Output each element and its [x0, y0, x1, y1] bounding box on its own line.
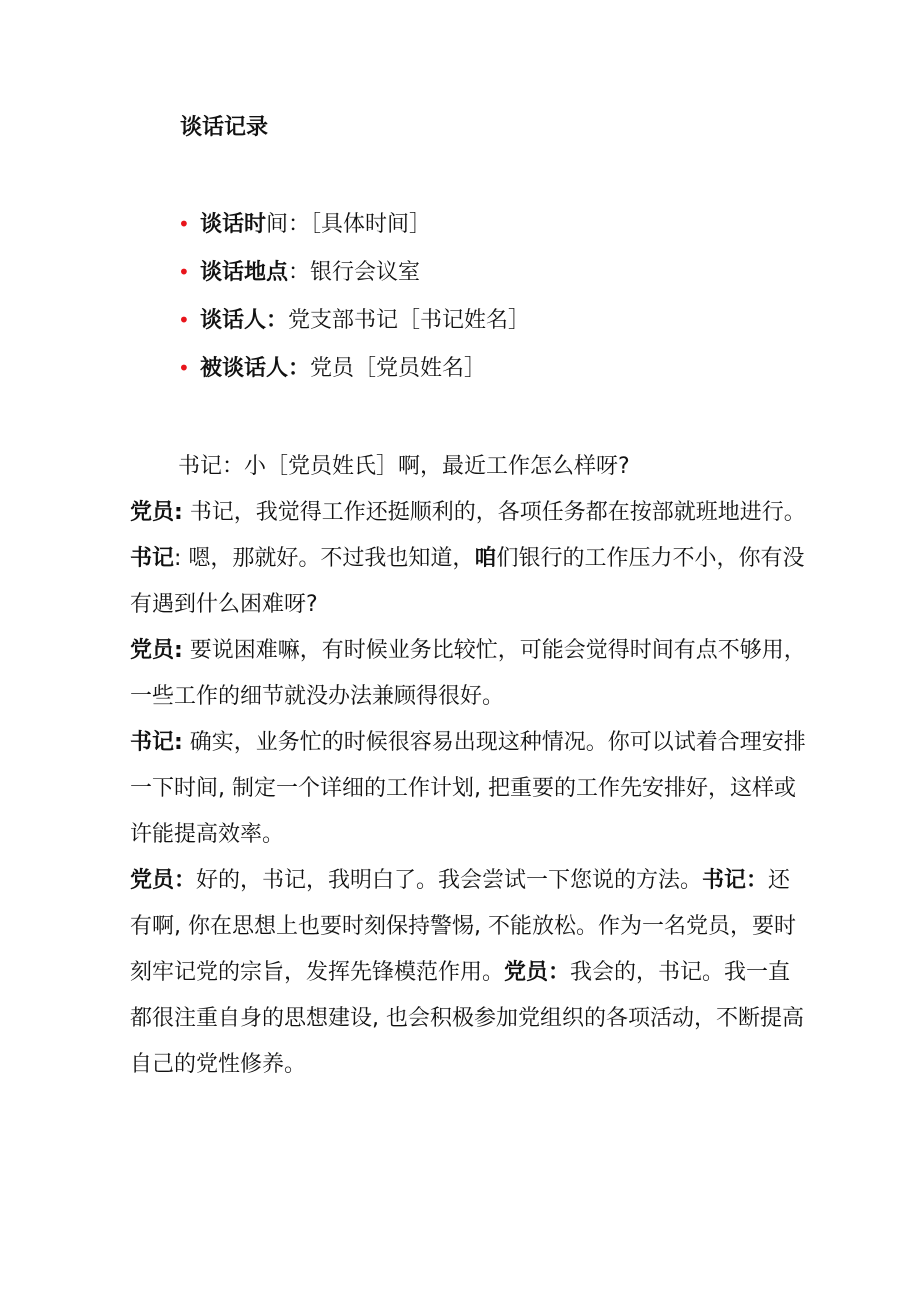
speaker-label: 书记 [130, 546, 175, 571]
meta-item-interviewer [178, 300, 530, 348]
dialogue-text: 们银行的工作压力不小，你有没有遇到什么困难呀? [130, 546, 805, 617]
speaker-label: 党员: [130, 500, 183, 525]
dialogue-paragraph [130, 444, 810, 490]
dialogue-text: 要说困难嘛，有时候业务比较忙，可能会觉得时间有点不够用，一些工作的细节就没办法兼顾得很好。 [130, 638, 806, 709]
dialogue-text: : 嗯，那就好。不过我也知道， [174, 546, 475, 571]
bullet-icon: • [178, 260, 190, 284]
meta-label-rest: 间 [266, 212, 289, 237]
dialogue-text: 好的，书记，我明白了。我会尝试一下您说的方法。 [196, 868, 703, 893]
meta-label: 谈话地点 [200, 260, 289, 285]
meta-value: 党员［党员姓名］ [310, 356, 487, 381]
dialogue-strong: 咱 [474, 546, 497, 571]
speaker-label: 书记： [702, 868, 769, 893]
dialogue-text: 我会的，书记。我一直都很注重自身的思想建设, 也会积极参加党组织的各项活动，不断提高自己的党性修养。 [130, 960, 804, 1077]
speaker-label: 党员: [130, 638, 183, 663]
meta-label: 谈话时 [200, 212, 267, 237]
speaker-label: 书记: [130, 730, 183, 755]
speaker-label: 党员： [504, 960, 571, 985]
meta-label: 被谈话人： [200, 356, 311, 381]
dialogue-text: 书记，我觉得工作还挺顺利的，各项任务都在按部就班地进行。 [182, 500, 806, 525]
meta-item-place [178, 252, 530, 300]
dialogue-text: 书记：小［党员姓氏］啊，最近工作怎么样呀? [178, 454, 630, 479]
meta-value: ：银行会议室 [288, 260, 421, 285]
meta-label: 谈话人： [200, 308, 289, 333]
dialogue-text: 确实，业务忙的时候很容易出现这种情况。你可以试着合理安排一下时间, 制定一个详细的工作计划, 把重要的工作先安排好，这样或许能提高效率。 [130, 730, 806, 847]
meta-item-time [178, 204, 530, 252]
meta-value: ：［具体时间］ [288, 212, 432, 237]
dialogue-paragraph [130, 490, 810, 536]
dialogue-paragraph [130, 536, 810, 628]
meta-item-interviewee [178, 348, 530, 396]
speaker-label: 党员： [130, 868, 197, 893]
document-title: 谈话记录 [180, 115, 269, 140]
dialogue-body [130, 444, 810, 1088]
bullet-icon: • [178, 212, 190, 236]
dialogue-text: 还有啊, 你在思想上也要时刻保持警惕, 不能放松。作为一名党员，要时刻牢记党的宗旨，发挥先锋模范作用。 [130, 868, 796, 985]
bullet-icon: • [178, 356, 190, 380]
meta-value: 党支部书记［书记姓名］ [288, 308, 531, 333]
dialogue-paragraph [130, 628, 810, 720]
dialogue-paragraph [130, 858, 810, 1088]
bullet-icon: • [178, 308, 190, 332]
dialogue-paragraph [130, 720, 810, 858]
meta-list [178, 204, 530, 396]
